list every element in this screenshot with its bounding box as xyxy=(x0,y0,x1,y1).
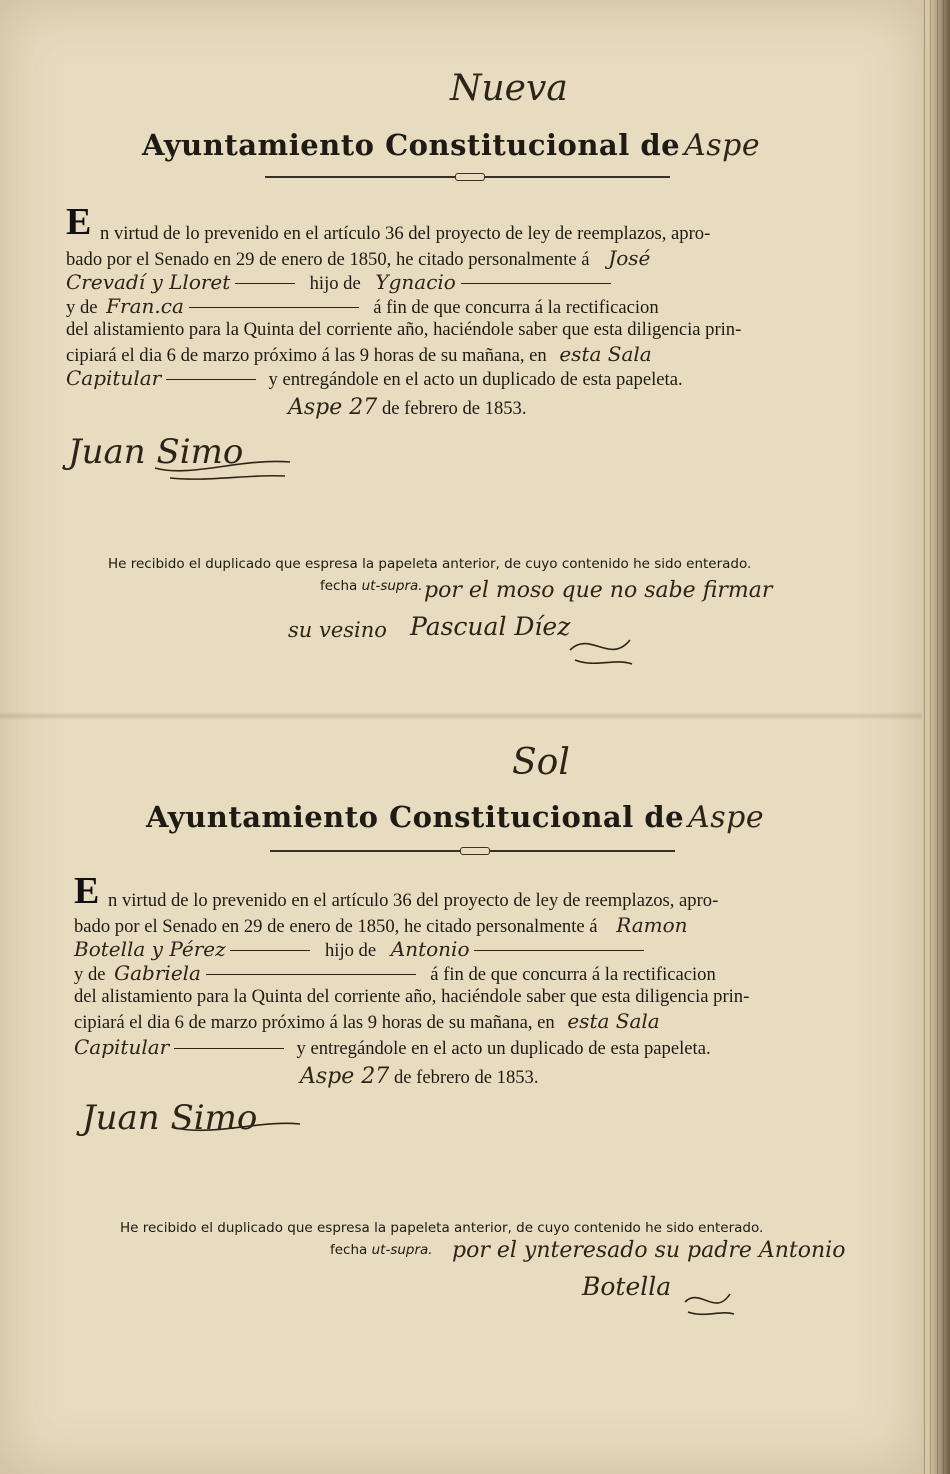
receipt-text: He recibido el duplicado que espresa la papeleta anterior, de cuyo contenido he sido enterado. xyxy=(108,556,752,572)
receipt-text: He recibido el duplicado que espresa la papeleta anterior, de cuyo contenido he sido enterado. xyxy=(120,1220,764,1236)
person-first-name: José xyxy=(608,246,651,270)
meeting-place-2: Capitular xyxy=(74,1035,170,1059)
heading-note: Nueva xyxy=(450,68,568,109)
drop-cap: E xyxy=(74,870,100,912)
town-name: Aspe xyxy=(684,128,761,163)
title-text: Ayuntamiento Constitucional de xyxy=(142,128,681,162)
father-name: Antonio xyxy=(390,937,470,961)
notice-body xyxy=(74,889,814,1099)
receipt-signature: Pascual Díez xyxy=(410,612,571,641)
body-line-2: bado por el Senado en 29 de enero de 1850, he citado personalmente á Ramon xyxy=(74,913,688,937)
date-line: Aspe 27 de febrero de 1853. xyxy=(288,395,527,420)
notice-body xyxy=(66,222,806,422)
body-line-6: cipiará el dia 6 de marzo próximo á las 9 horas de su mañana, en esta Sala xyxy=(66,342,652,366)
meeting-place-2: Capitular xyxy=(66,366,162,390)
date-place: Aspe 27 xyxy=(300,1064,390,1089)
town-name: Aspe xyxy=(688,800,765,835)
person-surnames: Crevadí y Lloret xyxy=(66,270,231,294)
body-line-5: del alistamiento para la Quinta del corriente año, haciéndole saber que esta diligencia prin- xyxy=(74,986,750,1007)
body-line-3: Botella y Pérez hijo de Antonio xyxy=(74,937,644,961)
receipt-handwritten: por el ynteresado su padre Antonio xyxy=(452,1238,846,1263)
drop-cap: E xyxy=(66,201,92,243)
mayor-signature: Juan Simo xyxy=(68,432,244,472)
receipt-signature: Botella xyxy=(582,1272,672,1301)
mother-name: Fran.ca xyxy=(106,294,184,318)
person-first-name: Ramon xyxy=(616,913,688,937)
signature-flourish xyxy=(150,448,300,484)
father-name: Ygnacio xyxy=(375,270,456,294)
body-line-1: n virtud de lo prevenido en el artículo 36 del proyecto de ley de reemplazos, apro- xyxy=(100,223,711,244)
body-line-7: Capitular y entregándole en el acto un duplicado de esta papeleta. xyxy=(66,366,683,390)
title-ornament xyxy=(460,847,490,855)
receipt-handwritten: por el moso que no sabe firmar xyxy=(424,578,773,603)
body-line-5: del alistamiento para la Quinta del corriente año, haciéndole saber que esta diligencia prin- xyxy=(66,319,742,340)
title-rule-left xyxy=(265,176,455,178)
title-rule-right xyxy=(485,176,670,178)
page-edge-stack xyxy=(918,0,950,1474)
meeting-place: esta Sala xyxy=(559,342,652,366)
title-rule-left xyxy=(270,850,460,852)
page-fold xyxy=(0,712,922,720)
receipt-flourish xyxy=(680,1282,740,1322)
body-line-6: cipiará el dia 6 de marzo próximo á las 9 horas de su mañana, en esta Sala xyxy=(74,1009,660,1033)
notice-title xyxy=(146,800,764,835)
heading-note: Sol xyxy=(512,742,570,783)
meeting-place: esta Sala xyxy=(567,1009,660,1033)
body-line-7: Capitular y entregándole en el acto un duplicado de esta papeleta. xyxy=(74,1035,711,1059)
title-ornament xyxy=(455,173,485,181)
receipt-handwritten-2: su vesino xyxy=(288,618,387,642)
notice-title xyxy=(142,128,760,163)
body-line-4: y de Fran.ca á fin de que concurra á la rectificacion xyxy=(66,294,659,318)
mayor-signature: Juan Simo xyxy=(82,1098,258,1138)
signature-flourish xyxy=(170,1112,310,1142)
receipt-flourish xyxy=(560,620,640,672)
body-line-1: n virtud de lo prevenido en el artículo 36 del proyecto de ley de reemplazos, apro- xyxy=(108,890,719,911)
title-text: Ayuntamiento Constitucional de xyxy=(146,800,685,834)
body-line-4: y de Gabriela á fin de que concurra á la rectificacion xyxy=(74,961,716,985)
title-rule-right xyxy=(490,850,675,852)
date-line: Aspe 27 de febrero de 1853. xyxy=(300,1064,539,1089)
body-line-2: bado por el Senado en 29 de enero de 1850, he citado personalmente á José xyxy=(66,246,651,270)
receipt-date: fecha ut-supra. xyxy=(330,1242,433,1258)
receipt-date: fecha ut-supra. xyxy=(320,578,423,594)
date-place: Aspe 27 xyxy=(288,395,378,420)
mother-name: Gabriela xyxy=(114,961,201,985)
body-line-3: Crevadí y Lloret hijo de Ygnacio xyxy=(66,270,611,294)
person-surnames: Botella y Pérez xyxy=(74,937,226,961)
